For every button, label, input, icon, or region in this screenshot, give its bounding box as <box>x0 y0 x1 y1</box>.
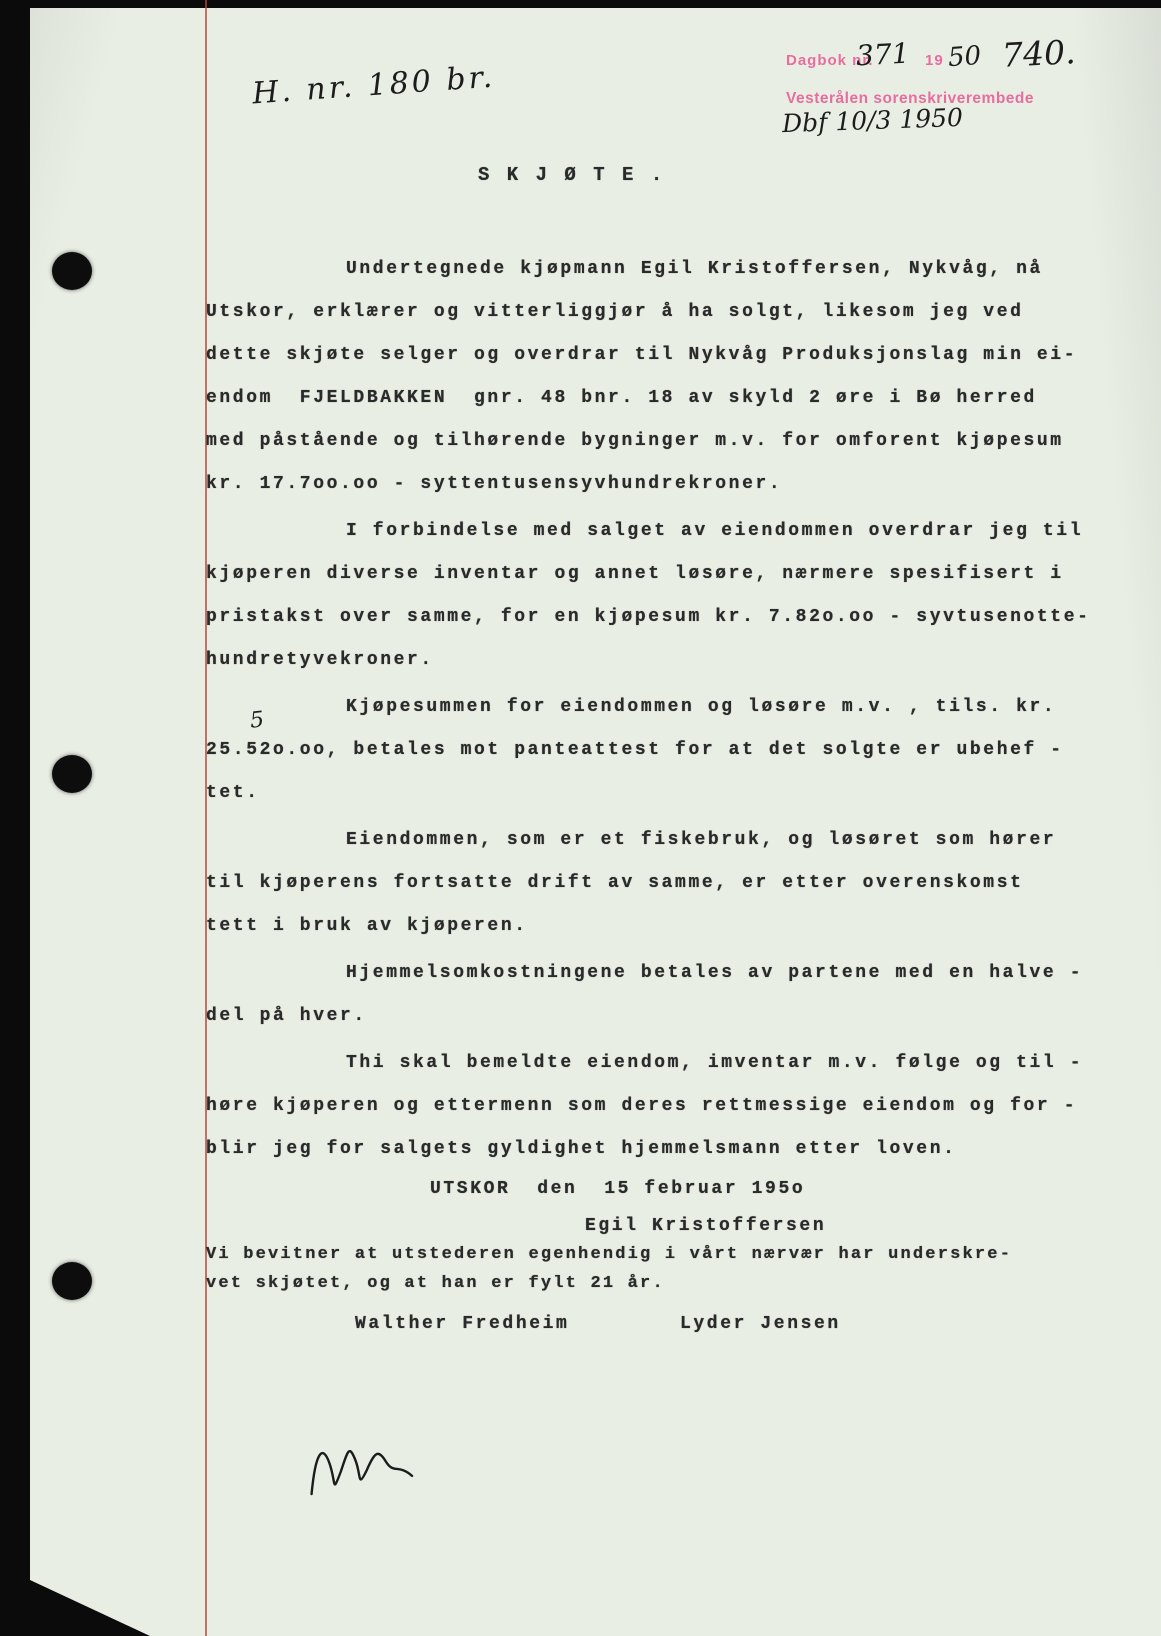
document-body <box>206 248 1091 1175</box>
paragraph <box>206 686 1086 815</box>
witness-statement-line: Vi bevitner at utstederen egenhendig i vårt nærvær har underskre- <box>206 1245 1013 1264</box>
handwritten-top-left-note: H. nr. 180 br. <box>251 59 497 112</box>
paragraph-line: kjøperen diverse inventar og annet løsøre, nærmere spesifisert i <box>206 564 1064 584</box>
paragraph-line: høre kjøperen og ettermenn som deres rettmessige eiendom og for - <box>206 1096 1078 1116</box>
paragraph-line: hundretyvekroner. <box>206 650 434 670</box>
paragraph-line: blir jeg for salgets gyldighet hjemmelsmann etter loven. <box>206 1139 957 1159</box>
witness-signature: Walther Fredheim <box>355 1314 570 1334</box>
handwritten-year-suffix: 50 <box>946 40 983 74</box>
witness-statement <box>206 1240 1126 1298</box>
paragraph <box>206 1042 1086 1171</box>
journal-stamp-prefix: Dagbok nr. <box>786 52 874 69</box>
office-stamp: Vesterålen sorenskriverembede <box>786 90 1034 107</box>
paragraph-line: Utskor, erklærer og vitterliggjør å ha solgt, likesom jeg ved <box>206 302 1024 322</box>
paragraph-line: med påstående og tilhørende bygninger m.v. for omforent kjøpesum <box>206 431 1064 451</box>
signature-scribble <box>295 1417 425 1513</box>
witness-statement-line: vet skjøtet, og at han er fylt 21 år. <box>206 1274 665 1293</box>
paragraph-line: Kjøpesummen for eiendommen og løsøre m.v. , tils. kr. <box>346 697 1057 717</box>
hole-punch <box>52 755 92 793</box>
paragraph-line: tett i bruk av kjøperen. <box>206 916 528 936</box>
paragraph-line: del på hver. <box>206 1006 367 1026</box>
paragraph-line: til kjøperens fortsatte drift av samme, er etter overenskomst <box>206 873 1024 893</box>
paragraph-line: Hjemmelsomkostningene betales av partene med en halve - <box>346 963 1084 983</box>
paragraph-line: 25.52o.oo, betales mot panteattest for at det solgte er ubehef - <box>206 740 1064 760</box>
witness-signature: Lyder Jensen <box>680 1314 841 1334</box>
handwritten-filing-note: Dbf 10/3 1950 <box>781 102 964 139</box>
seller-signature: Egil Kristoffersen <box>585 1216 827 1236</box>
witness-signature-row <box>0 1314 1161 1354</box>
handwritten-journal-number: 371 <box>855 36 911 73</box>
paragraph-line: tet. <box>206 783 260 803</box>
paragraph-line: endom FJELDBAKKEN gnr. 48 bnr. 18 av skyld 2 øre i Bø herred <box>206 388 1037 408</box>
paragraph-line: kr. 17.7oo.oo - syttentusensyvhundrekroner. <box>206 474 783 494</box>
place-date-line: UTSKOR den 15 februar 195o <box>430 1179 806 1199</box>
paragraph-line: I forbindelse med salget av eiendommen overdrar jeg til <box>346 521 1084 541</box>
document-title: S K J Ø T E . <box>478 164 666 186</box>
journal-stamp-year-prefix: 19 <box>925 52 944 69</box>
handwritten-page-number: 740. <box>1001 32 1077 75</box>
hole-punch <box>52 1262 92 1300</box>
handwritten-correction-digit: 5 <box>248 707 266 734</box>
paragraph <box>206 819 1086 948</box>
paragraph-line: Thi skal bemeldte eiendom, imventar m.v. følge og til - <box>346 1053 1084 1073</box>
paragraph <box>206 952 1086 1038</box>
paragraph <box>206 510 1091 682</box>
paragraph <box>206 248 1086 506</box>
paragraph-line: Eiendommen, som er et fiskebruk, og løsøret som hører <box>346 830 1057 850</box>
paragraph-line: pristakst over samme, for en kjøpesum kr. 7.82o.oo - syvtusenotte- <box>206 607 1091 627</box>
paragraph-line: Undertegnede kjøpmann Egil Kristoffersen, Nykvåg, nå <box>346 259 1043 279</box>
hole-punch <box>52 252 92 290</box>
paragraph-line: dette skjøte selger og overdrar til Nykvåg Produksjonslag min ei- <box>206 345 1078 365</box>
